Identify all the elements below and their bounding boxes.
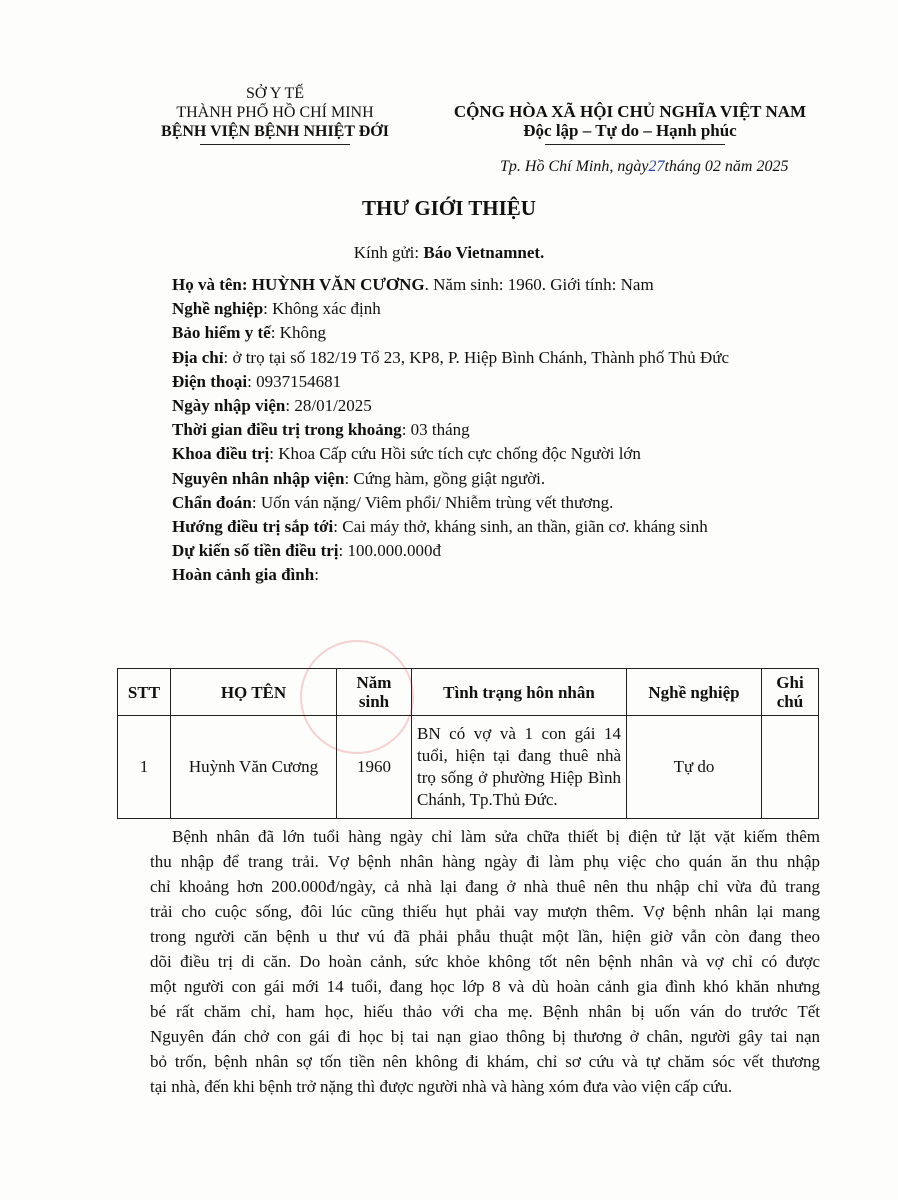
info-field-label: Bảo hiểm y tế (172, 323, 271, 343)
info-field (172, 469, 545, 489)
date-suffix: tháng 02 năm 2025 (664, 158, 789, 175)
paragraph-line: trải cho cuộc sống, đôi lúc cũng thiếu hụt phải vay mượn thêm. Vợ bệnh nhân lại mang (150, 902, 820, 921)
info-field-label: Họ và tên: HUỲNH VĂN CƯƠNG (172, 275, 425, 294)
date-line (500, 158, 788, 176)
header-note: Ghi chú (762, 669, 819, 716)
info-field-value: : Uốn ván nặng/ Viêm phổi/ Nhiễm trùng vết thương. (251, 492, 614, 512)
info-field (172, 396, 372, 416)
paragraph-line: thu nhập để trang trải. Vợ bệnh nhân hàng ngày đi làm phụ việc cho quán ăn thu nhập (150, 852, 820, 871)
info-field-label: Điện thoại (172, 371, 248, 391)
info-field-label: Nghề nghiệp (172, 299, 264, 319)
paragraph-line: Nguyên đán chở con gái đi học bị tai nạn giao thông bị thương ở chân, người gây tai nạn (150, 1027, 820, 1046)
info-field-value: : 0937154681 (247, 371, 342, 391)
recipient (0, 243, 898, 263)
family-table (117, 668, 819, 819)
info-field (172, 372, 341, 392)
country-name: CỘNG HÒA XÃ HỘI CHỦ NGHĨA VIỆT NAM (453, 102, 807, 121)
header-marital-status: Tình trạng hôn nhân (412, 669, 627, 716)
page-title: THƯ GIỚI THIỆU (362, 196, 536, 220)
cell-name: Huỳnh Văn Cương (171, 716, 337, 819)
info-field-value: . Năm sinh: 1960. Giới tính: Nam (424, 275, 654, 294)
info-field (172, 517, 708, 537)
paragraph-line: chỉ khoảng hơn 200.000đ/ngày, cả nhà lại đang ở nhà thuê nên thu nhập chỉ vừa đủ trang (150, 877, 820, 896)
info-field-value: : Không xác định (263, 299, 381, 319)
info-field-value: : Không (270, 323, 326, 343)
cell-birth-year: 1960 (337, 716, 412, 819)
paragraph-line: tại nhà, đến khi bệnh trở nặng thì được người nhà và hàng xóm đưa vào viện cấp cứu. (150, 1077, 733, 1096)
issuer-underline (200, 144, 350, 145)
paragraph-line: bé rất chăm chỉ, ham học, hiếu thảo với cha mẹ. Bệnh nhân bị uốn ván do trước Tết (150, 1002, 820, 1021)
table-row (118, 716, 819, 819)
paragraph-line: một người con gái mới 14 tuổi, đang học lớp 8 và dù hoàn cảnh gia đình khó khăn nhưng (150, 977, 820, 996)
info-field-label: Ngày nhập viện (172, 396, 286, 415)
info-field (172, 420, 470, 440)
issuer-line-3: BỆNH VIỆN BỆNH NHIỆT ĐỚI (161, 123, 389, 140)
info-field (172, 493, 613, 513)
info-field (172, 299, 381, 319)
family-circumstances-paragraph (150, 824, 820, 1099)
date-prefix: Tp. Hồ Chí Minh, ngày (500, 158, 649, 175)
info-field-label: Dự kiến số tiền điều trị (172, 541, 339, 561)
info-field-value: : 03 tháng (401, 420, 470, 440)
info-field (172, 348, 729, 368)
paragraph-line: Bệnh nhân đã lớn tuổi hàng ngày chỉ làm sửa chữa thiết bị điện tử lặt vặt kiếm thêm (172, 827, 820, 846)
header-stt: STT (118, 669, 171, 716)
info-field-value: : 100.000.000đ (338, 541, 441, 561)
info-field (172, 565, 319, 585)
paragraph-line: trong người căn bệnh u thư vú đã phải phẫu thuật một lần, hiện giờ vẫn còn đang theo (150, 927, 820, 946)
recipient-value: Báo Vietnamnet. (423, 243, 545, 262)
info-field (172, 444, 641, 464)
cell-note (762, 716, 819, 819)
info-field-value: : Cai máy thở, kháng sinh, an thần, giãn cơ. kháng sinh (333, 517, 708, 536)
cell-marital-status: BN có vợ và 1 con gái 14 tuổi, hiện tại đang thuê nhà trọ sống ở phường Hiệp Bình Chánh, Tp.Thủ Đức. (412, 716, 627, 819)
info-field (172, 323, 326, 343)
info-field-value: : Cứng hàm, gồng giật người. (344, 468, 546, 488)
issuer-block (135, 84, 415, 141)
info-field-value: : (314, 565, 319, 585)
info-field-label: Chẩn đoán (172, 492, 252, 512)
issuer-line-1: SỞ Y TẾ (245, 85, 305, 102)
info-field-label: Thời gian điều trị trong khoảng (172, 420, 402, 440)
motto: Độc lập – Tự do – Hạnh phúc (523, 121, 737, 140)
info-field-label: Địa chỉ (172, 347, 224, 367)
info-field-value: : 28/01/2025 (285, 396, 372, 415)
info-field-label: Hướng điều trị sắp tới (172, 517, 334, 536)
issuer-line-2: THÀNH PHỐ HỒ CHÍ MINH (176, 104, 374, 121)
paragraph-line: bỏ trốn, bệnh nhân sợ tốn tiền nên không đi khám, chỉ sơ cứu và tự chăm sóc vết thương (150, 1052, 820, 1071)
header-occupation: Nghề nghiệp (627, 669, 762, 716)
info-field (172, 275, 654, 295)
date-day-handwritten: 27 (648, 158, 665, 175)
table-header-row (118, 669, 819, 716)
info-field (172, 541, 441, 561)
paragraph-line: dõi điều trị di căn. Do hoàn cảnh, sức khỏe không tốt nên bệnh nhân và vợ chỉ có được (150, 952, 820, 971)
cell-occupation: Tự do (627, 716, 762, 819)
recipient-label: Kính gửi: (353, 243, 424, 262)
info-field-label: Nguyên nhân nhập viện (172, 468, 345, 488)
info-field-label: Hoàn cảnh gia đình (172, 565, 315, 585)
info-field-label: Khoa điều trị (172, 444, 270, 464)
motto-block (430, 102, 830, 140)
info-field-value: : ở trọ tại số 182/19 Tổ 23, KP8, P. Hiệp Bình Chánh, Thành phố Thủ Đức (223, 347, 730, 367)
header-name: HỌ TÊN (171, 669, 337, 716)
cell-stt: 1 (118, 716, 171, 819)
motto-underline (545, 144, 725, 145)
header-birth-year: Năm sinh (337, 669, 412, 716)
info-field-value: : Khoa Cấp cứu Hồi sức tích cực chống độc Người lớn (269, 444, 641, 464)
